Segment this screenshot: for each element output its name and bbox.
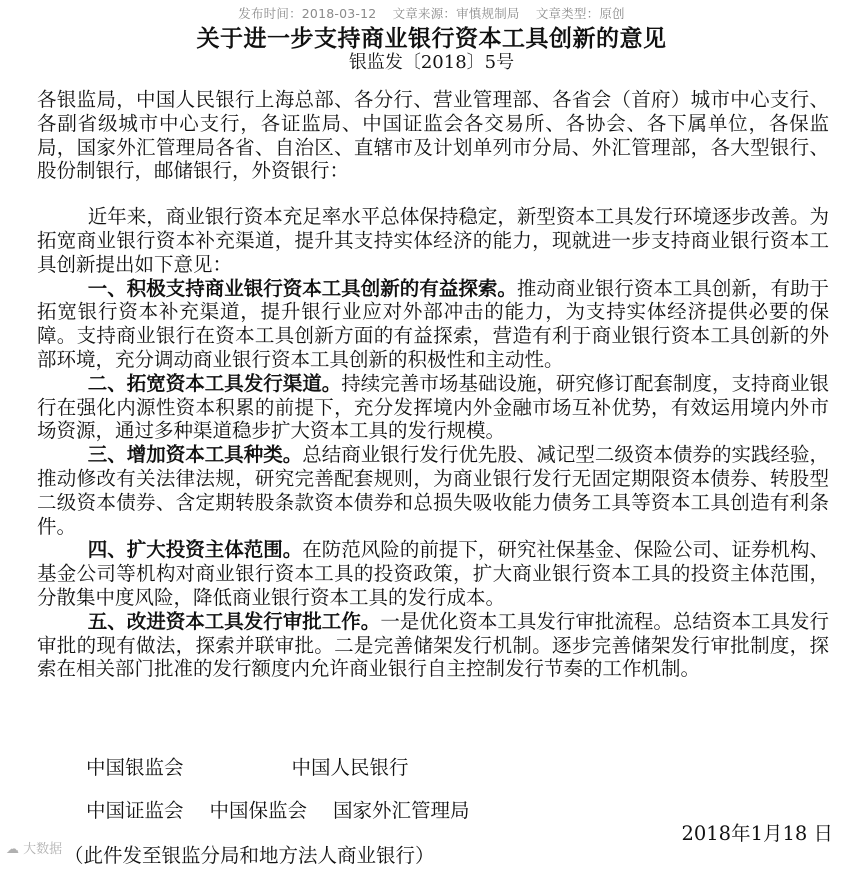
intro-paragraph: 近年来，商业银行资本充足率水平总体保持稳定，新型资本工具发行环境逐步改善。为拓宽商业银行资本补充渠道，提升其支持实体经济的能力，现就进一步支持商业银行资本工具创新提出如下意见： — [37, 205, 829, 276]
section-4 — [37, 538, 829, 609]
document-number: 银监发〔2018〕5号 — [348, 52, 515, 73]
section-2 — [37, 372, 829, 443]
article-source: 文章来源：审慎规制局 — [392, 6, 520, 21]
issue-date: 2018年1月18 日 — [681, 822, 833, 845]
section-text: 推动商业银行资本工具创新，有助于拓宽银行资本补充渠道，提升银行业应对外部冲击的能力，为支持实体经济提供必要的保障。支持商业银行在资本工具创新方面的有益探索，营造有利于商业银行资本工具创新的外部环境，充分调动商业银行资本工具创新的积极性和主动性。 — [37, 276, 829, 371]
signatories-row-2 — [86, 795, 496, 823]
watermark — [6, 838, 62, 857]
watermark-icon: ☁ — [6, 842, 19, 857]
section-5 — [37, 610, 829, 681]
signatory-pboc: 中国人民银行 — [291, 756, 409, 779]
publish-time: 发布时间：2018-03-12 — [238, 6, 377, 21]
section-text: 持续完善市场基础设施，研究修订配套制度，支持商业银行在强化内源性资本积累的前提下，充分发挥境内外金融市场互补优势，有效运用境内外市场资源，通过多种渠道稳步扩大资本工具的发行规模。 — [37, 371, 829, 443]
signatories-row-1 — [86, 752, 517, 780]
distribution-note: （此件发至银监分局和地方法人商业银行） — [64, 844, 435, 867]
addressees: 各银监局，中国人民银行上海总部、各分行、营业管理部、各省会（首府）城市中心支行、各副省级城市中心支行，各证监局、中国证监会各交易所、各协会、各下属单位，各保监局，国家外汇管理局各省、自治区、直辖市及计划单列市分局、外汇管理部，各大型银行、股份制银行，邮储银行，外资银行： — [37, 88, 829, 183]
section-text: 在防范风险的前提下，研究社保基金、保险公司、证券机构、基金公司等机构对商业银行资本工具的投资政策，扩大商业银行资本工具的投资主体范围，分散集中度风险，降低商业银行资本工具的发行成本。 — [37, 538, 829, 609]
document-body — [37, 88, 829, 681]
section-text: 总结商业银行发行优先股、减记型二级资本债券的实践经验，推动修改有关法律法规，研究完善配套规则，为商业银行发行无固定期限资本债券、转股型二级资本债券、含定期转股条款资本债券和总损失吸收能力债务工具等资本工具创造有利条件。 — [37, 443, 829, 538]
watermark-text: 大数据 — [23, 842, 63, 857]
section-1 — [37, 277, 829, 372]
section-3 — [37, 443, 829, 538]
section-heading: 二、拓宽资本工具发行渠道。 — [87, 371, 342, 395]
signatory-csrc: 中国证监会 — [86, 799, 184, 822]
signatory-safe: 国家外汇管理局 — [333, 799, 470, 822]
section-heading: 一、积极支持商业银行资本工具创新的有益探索。 — [87, 276, 517, 300]
section-heading: 四、扩大投资主体范围。 — [87, 538, 303, 562]
section-text: 一是优化资本工具发行审批流程。总结资本工具发行审批的现有做法，探索并联审批。二是完善储架发行机制。逐步完善储架发行审批制度，探索在相关部门批准的发行额度内允许商业银行自主控制发行节奏的工作机制。 — [37, 609, 829, 681]
signatory-cbrc: 中国银监会 — [86, 756, 184, 779]
article-type: 文章类型：原创 — [535, 6, 625, 21]
document-title: 关于进一步支持商业银行资本工具创新的意见 — [196, 26, 667, 52]
signatory-circ: 中国保监会 — [209, 799, 308, 822]
section-heading: 五、改进资本工具发行审批工作。 — [87, 609, 381, 633]
section-heading: 三、增加资本工具种类。 — [87, 443, 303, 467]
